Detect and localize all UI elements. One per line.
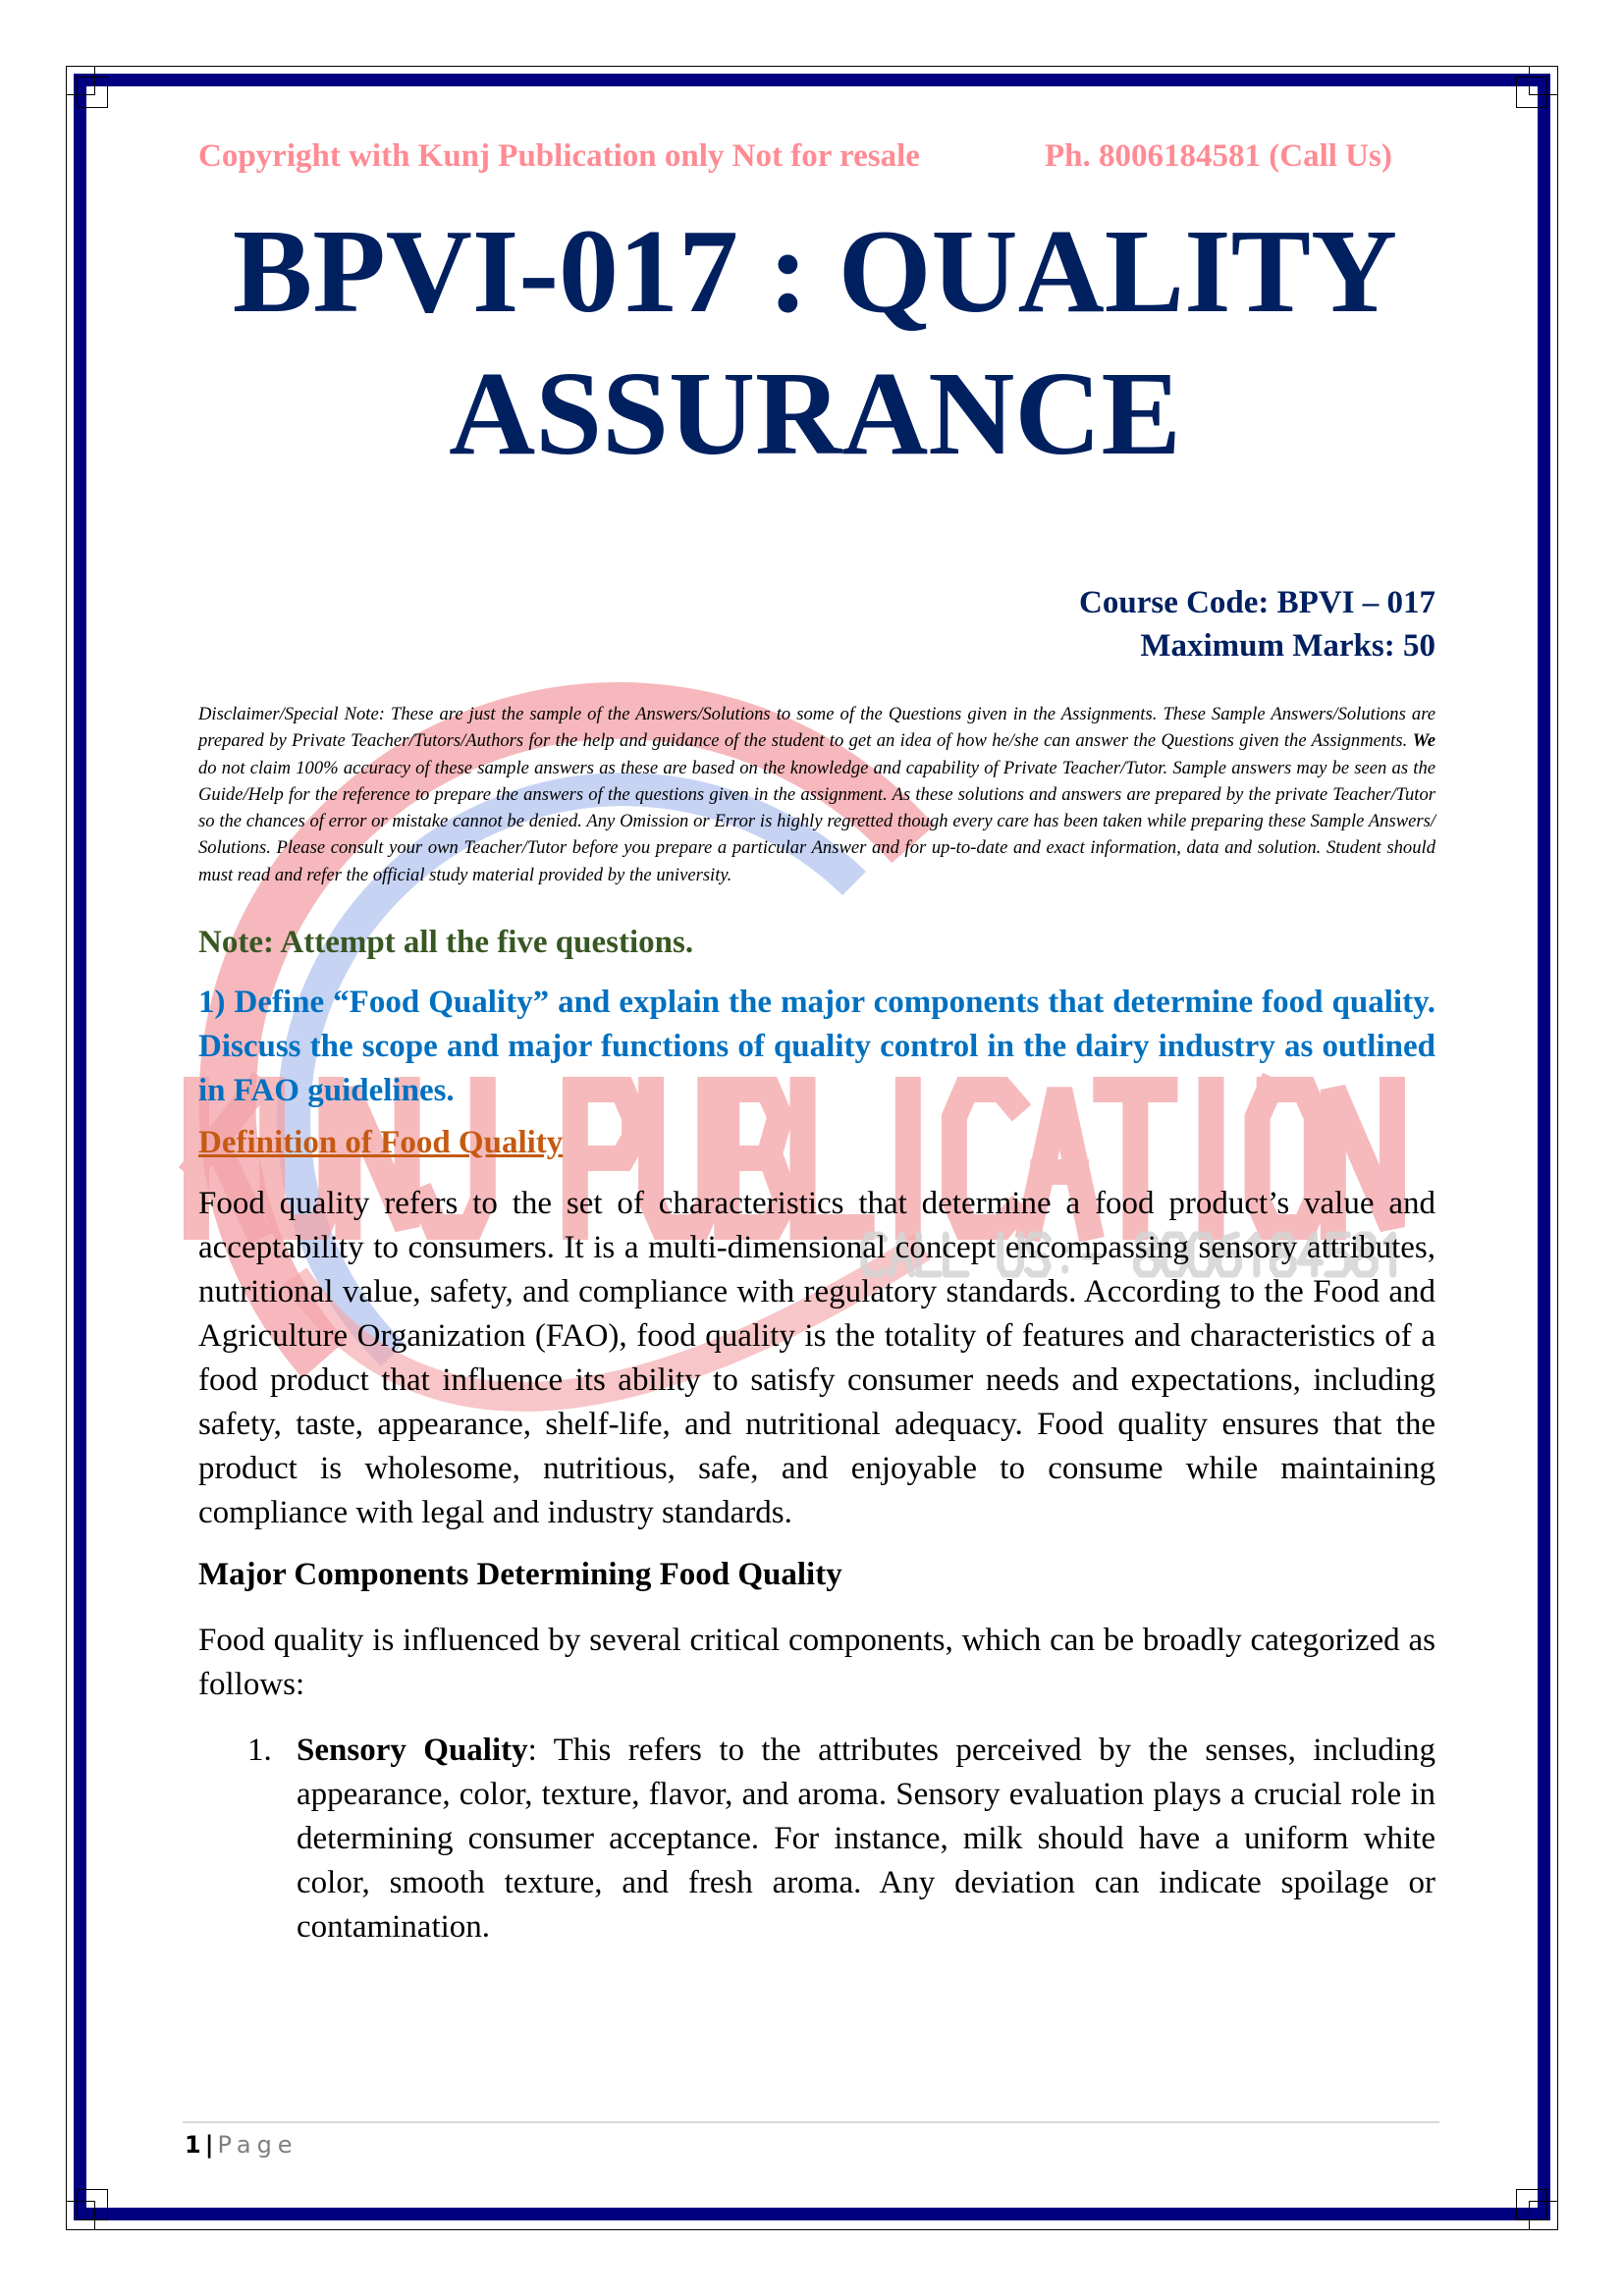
- course-code: Course Code: BPVI – 017: [1079, 585, 1435, 620]
- page-content: [198, 133, 1435, 1949]
- copyright-header: [198, 133, 1435, 179]
- border-corner-br-2: [1516, 2189, 1547, 2220]
- phone-text: Ph. 8006184581 (Call Us): [1045, 138, 1392, 174]
- border-right-band: [1538, 74, 1550, 2220]
- components-list: [198, 1729, 1435, 1949]
- list-item-number: 1.: [247, 1733, 272, 1769]
- list-item: [198, 1729, 1435, 1949]
- copyright-text: Copyright with Kunj Publication only Not for resale: [198, 138, 920, 174]
- disclaimer-rest: do not claim 100% accuracy of these sample answers as these are based on the knowledge and capability of Private Teacher/Tutor. Sample answers may be seen as the Guide/Help for the reference to prepare the answers of the questions given in the assignment. As these solutions and answers are prepared by the private Teacher/Tutor so the chances of error or mistake cannot be denied. Any Omission or Error is highly regretted though every care has been taken while preparing these Sample Answers/ Solutions. Please consult your own Teacher/Tutor before you prepare a particular Answer and for up-to-date and exact information, data and solution. Student should must read and refer the official study material provided by the university.: [198, 757, 1435, 885]
- list-item-term: Sensory Quality: [297, 1733, 528, 1769]
- disclaimer: [198, 701, 1435, 888]
- border-top-band: [74, 74, 1550, 86]
- question-1: 1) Define “Food Quality” and explain the major components that determine food quality. Discuss the scope and major functions of quality control in the dairy industry as outlined in FAO guidelines.: [198, 985, 1435, 1109]
- course-info: [198, 581, 1435, 667]
- disclaimer-lead: Disclaimer/Special Note: These are just the sample of the Answers/Solutions to some of the Questions given in the Assignments. These Sample Answers/Solutions are prepared by Private Teacher/Tutors/Authors for the help and guidance of the student to get an idea of how he/she can answer the Questions given the Assignments.: [198, 704, 1435, 752]
- border-left-band: [74, 74, 86, 2220]
- border-corner-bl-2: [77, 2189, 108, 2220]
- page-footer: [185, 2130, 298, 2160]
- footer-separator: |: [204, 2131, 214, 2159]
- page-label: Page: [217, 2131, 298, 2159]
- components-heading: Major Components Determining Food Quality: [198, 1557, 842, 1593]
- title-line-2: ASSURANCE: [449, 347, 1181, 480]
- border-corner-tl-2: [77, 77, 108, 108]
- attempt-note: Note: Attempt all the five questions.: [198, 925, 694, 961]
- border-corner-tr-2: [1516, 77, 1547, 108]
- list-item-text: : This refers to the attributes perceived by the senses, including appearance, color, texture, flavor, and aroma. Sensory evaluation plays a crucial role in determining consumer acceptance. For instance, milk should have a uniform white color, smooth texture, and fresh aroma. Any deviation can indicate spoilage or contamination.: [297, 1733, 1435, 1946]
- border-bottom-band: [74, 2208, 1550, 2220]
- footer-divider: [183, 2121, 1439, 2123]
- maximum-marks: Maximum Marks: 50: [1140, 628, 1435, 664]
- page-number: 1: [185, 2131, 201, 2159]
- document-title: [157, 200, 1473, 485]
- definition-heading: Definition of Food Quality: [198, 1125, 564, 1161]
- components-intro: Food quality is influenced by several critical components, which can be broadly categorized as follows:: [198, 1623, 1435, 1703]
- disclaimer-bold-word: We: [1412, 730, 1435, 752]
- definition-paragraph: Food quality refers to the set of characteristics that determine a food product’s value and acceptability to consumers. It is a multi-dimensional concept encompassing sensory attributes, nutritional value, safety, and compliance with regulatory standards. According to the Food and Agriculture Organization (FAO), food quality is the totality of features and characteristics of a food product that influence its ability to satisfy consumer needs and expectations, including safety, taste, appearance, shelf-life, and nutritional adequacy. Food quality ensures that the product is wholesome, nutritious, safe, and enjoyable to consume while maintaining compliance with legal and industry standards.: [198, 1186, 1435, 1531]
- title-line-1: BPVI-017 : QUALITY: [232, 205, 1398, 338]
